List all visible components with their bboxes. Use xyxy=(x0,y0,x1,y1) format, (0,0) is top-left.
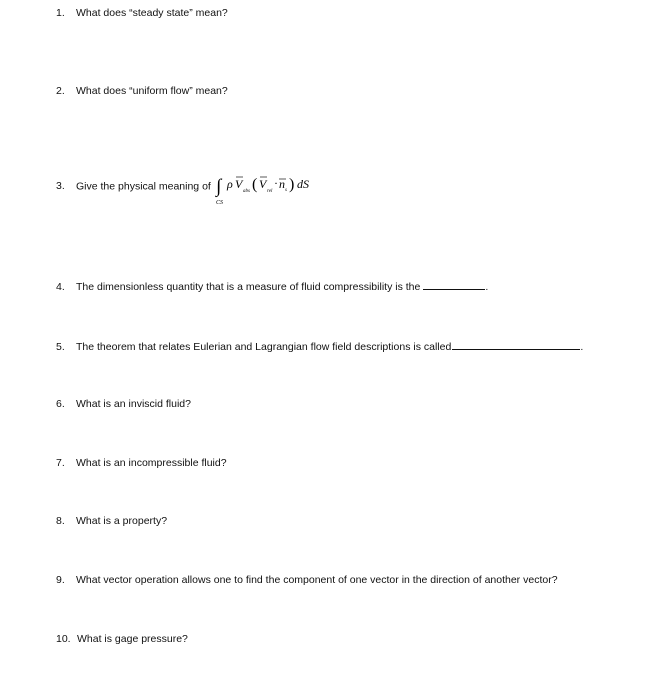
answer-blank[interactable] xyxy=(452,339,580,350)
question-text: What does “uniform flow” mean? xyxy=(76,85,228,97)
question-text: What is an incompressible fluid? xyxy=(76,457,227,469)
question-text: What vector operation allows one to find the component of one vector in the direction of another vector? xyxy=(76,574,558,586)
question-number: 1. xyxy=(56,7,65,19)
question-text: Give the physical meaning of xyxy=(76,180,211,193)
rho-symbol: ρ xyxy=(226,177,233,191)
answer-blank[interactable] xyxy=(423,279,485,290)
question-3 xyxy=(56,165,326,208)
question-text: What is a property? xyxy=(76,515,168,527)
question-number: 4. xyxy=(56,281,65,293)
integral-lower-limit: CS xyxy=(215,200,223,206)
normal-vector-symbol: n xyxy=(278,177,285,191)
question-number: 6. xyxy=(56,398,65,410)
flux-integral-formula xyxy=(214,164,326,207)
abs-subscript: abs xyxy=(242,189,250,194)
rel-subscript: rel xyxy=(266,189,273,194)
question-6 xyxy=(56,397,191,411)
formula-svg xyxy=(214,173,326,211)
question-number: 10. xyxy=(56,633,71,645)
question-text: The theorem that relates Eulerian and Lagrangian flow field descriptions is called xyxy=(76,341,452,353)
question-8 xyxy=(56,514,167,528)
question-number: 7. xyxy=(56,457,65,469)
velocity-abs-symbol: V xyxy=(234,177,243,191)
question-9 xyxy=(56,573,558,587)
question-10 xyxy=(56,632,188,646)
question-text: The dimensionless quantity that is a measure of fluid compressibility is the xyxy=(76,281,421,293)
question-1 xyxy=(56,6,228,20)
question-text: What is gage pressure? xyxy=(77,633,188,645)
question-number: 3. xyxy=(56,180,65,193)
open-paren: ( xyxy=(251,176,258,193)
question-tail: . xyxy=(580,341,584,353)
question-5 xyxy=(56,339,583,354)
question-tail: . xyxy=(485,281,489,293)
question-number: 2. xyxy=(56,85,65,97)
question-number: 5. xyxy=(56,341,65,353)
integral-sign: ∫ xyxy=(215,176,221,197)
s-subscript: s xyxy=(284,188,287,193)
dot-operator: · xyxy=(273,176,278,190)
velocity-rel-symbol: V xyxy=(258,177,267,191)
question-number: 9. xyxy=(56,574,65,586)
question-text: What is an inviscid fluid? xyxy=(76,398,191,410)
question-4 xyxy=(56,279,488,294)
close-paren: ) xyxy=(288,176,295,193)
question-number: 8. xyxy=(56,515,65,527)
question-7 xyxy=(56,456,227,470)
question-text: What does “steady state” mean? xyxy=(76,7,228,19)
dS-symbol: dS xyxy=(296,177,309,191)
question-2 xyxy=(56,84,228,98)
